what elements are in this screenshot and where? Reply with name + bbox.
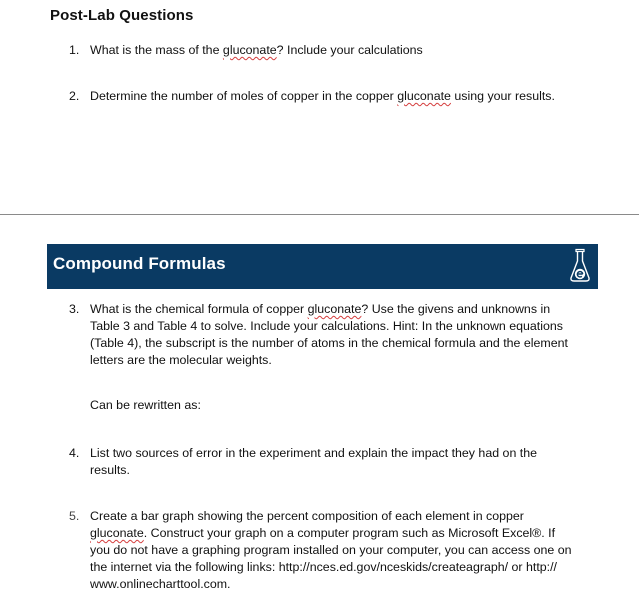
question-2-text	[90, 88, 600, 105]
section-title: Post-Lab Questions	[50, 7, 194, 24]
section-banner	[47, 244, 598, 289]
question-4-line-2: results.	[90, 463, 130, 477]
question-5-line-2	[90, 525, 600, 542]
rewrite-label: Can be rewritten as:	[90, 398, 201, 412]
question-2-number: 2.	[69, 89, 80, 103]
question-5-line-5: www.onlinecharttool.com.	[90, 577, 231, 591]
spelling-flag[interactable]: gluconate	[90, 526, 144, 540]
question-3-line-4: letters are the molecular weights.	[90, 353, 272, 367]
spelling-flag[interactable]: gluconate	[397, 89, 451, 103]
question-5-line-4: the internet via the following links: http://nces.ed.gov/nceskids/createagraph/ or http://	[90, 560, 557, 574]
question-4-number: 4.	[69, 446, 80, 460]
spelling-flag[interactable]: gluconate	[222, 43, 277, 57]
spelling-flag[interactable]: gluconate	[307, 302, 362, 316]
question-5-line-1: Create a bar graph showing the percent composition of each element in copper	[90, 509, 524, 523]
question-1-text-post: ? Include your calculations	[276, 43, 423, 57]
banner-title: Compound Formulas	[53, 254, 226, 273]
question-3-line-1	[90, 301, 600, 318]
question-2-text-pre: Determine the number of moles of copper in the copper	[90, 89, 398, 103]
question-3-number: 3.	[69, 302, 80, 316]
question-5-line-2-post: . Construct your graph on a computer program such as Microsoft Excel®. If	[143, 526, 556, 540]
question-2-text-post: using your results.	[450, 89, 555, 103]
question-3-line-2: Table 3 and Table 4 to solve. Include your calculations. Hint: In the unknown equations	[90, 319, 563, 333]
page-divider	[0, 214, 639, 215]
question-4-line-1: List two sources of error in the experiment and explain the impact they had on the	[90, 446, 538, 460]
question-5-line-3: you do not have a graphing program installed on your computer, you can access one on	[90, 543, 572, 557]
question-3-line-1-post: ? Use the givens and unknowns in	[361, 302, 551, 316]
question-5-number: 5.	[69, 509, 80, 523]
question-3-line-1-pre: What is the chemical formula of copper	[90, 302, 308, 316]
question-1-text	[90, 42, 600, 59]
question-3-line-3: (Table 4), the subscript is the number of atoms in the chemical formula and the element	[90, 336, 568, 350]
question-1-number: 1.	[69, 43, 80, 57]
flask-e-icon	[568, 248, 592, 284]
question-1-text-pre: What is the mass of the	[90, 43, 223, 57]
